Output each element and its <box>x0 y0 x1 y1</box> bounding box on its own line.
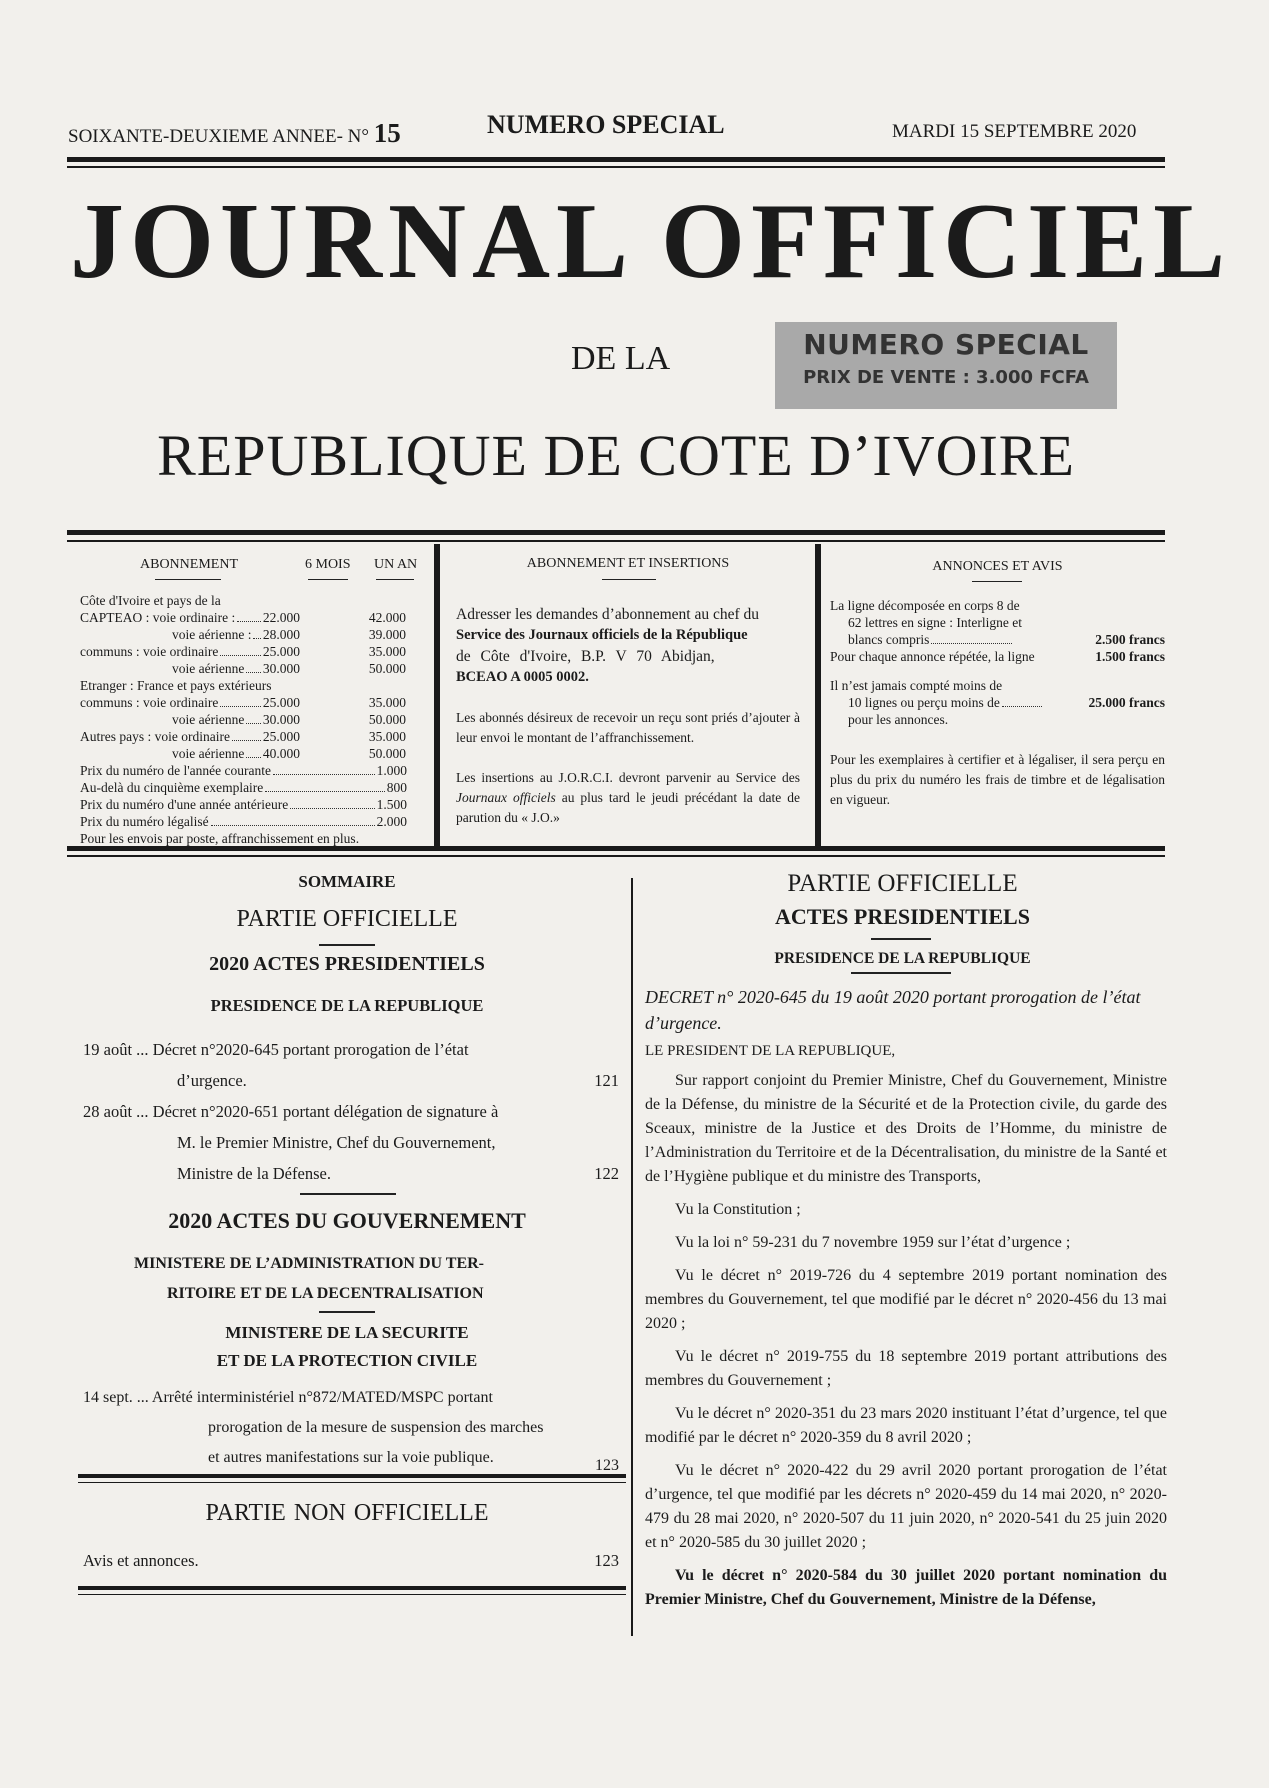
annonces-l7: pour les annonces. <box>848 712 949 727</box>
annonces-l4: Pour chaque annonce répétée, la ligne <box>830 649 1035 664</box>
abonnement-row-label: voie aérienne <box>172 661 245 676</box>
toc-entry-1-line-a: 19 août ... Décret n°2020-645 portant prorogation de l’état <box>83 1040 469 1059</box>
article-paragraph: Vu le décret n° 2019-755 du 18 septembre 2019 portant attributions des membres du Gouvernement ; <box>645 1348 1167 1389</box>
price-label: Prix du numéro légalisé <box>80 814 209 829</box>
price-value: 1.500 <box>376 797 407 812</box>
toc-entry-3-line-b: prorogation de la mesure de suspension des marches <box>208 1419 544 1436</box>
article-paragraph: Vu le décret n° 2020-422 du 29 avril 2020 portant prorogation de l’état d’urgence, tel que modifié par les décrets n° 2020-459 du 14 mai 2020, n° 2020-479 du 28 mai 2020, n° 2020-507 du 11 juin 2020, n° 2020-541 du 25 juin 2020 et n° 2020-585 du 30 juillet 2020 ; <box>645 1462 1167 1551</box>
six-month-price: 40.000 <box>262 746 300 761</box>
annonces-l3: blancs compris <box>848 632 930 647</box>
annonces-header: ANNONCES ET AVIS <box>932 559 1063 574</box>
abonnement-intro: Côte d'Ivoire et pays de la <box>80 593 221 608</box>
article-actes-presidentiels: ACTES PRESIDENTIELS <box>775 904 1030 929</box>
price-label: Prix du numéro de l'année courante <box>80 763 271 778</box>
boxes-rule-thick <box>67 846 1165 851</box>
column-divider <box>631 878 633 1636</box>
min-secu-line-b: ET DE LA PROTECTION CIVILE <box>216 1351 478 1370</box>
article-paragraph: Vu le décret n° 2020-351 du 23 mars 2020 instituant l’état d’urgence, tel que modifié par le décret n° 2020-359 du 8 avril 2020 ; <box>645 1405 1167 1446</box>
non-officielle-rule-top-thin <box>78 1482 626 1483</box>
masthead-republic: REPUBLIQUE DE COTE D’IVOIRE <box>157 423 1075 488</box>
price-list <box>80 762 425 830</box>
sommaire-presidence: PRESIDENCE DE LA REPUBLIQUE <box>210 996 484 1015</box>
insertions-p1-c: de Côte d'Ivoire, B.P. V 70 Abidjan, <box>456 648 715 665</box>
abonnement-rows-foreign <box>80 694 425 762</box>
sommaire-bottom-rule-thick <box>78 1586 626 1590</box>
min-admin-line-b: RITOIRE ET DE LA DECENTRALISATION <box>167 1285 484 1302</box>
abonnement-row <box>80 745 425 762</box>
article-paragraph: Vu le décret n° 2019-726 du 4 septembre 2019 portant nomination des membres du Gouvernement, tel que modifié par le décret n° 2020-456 du 13 mai 2020 ; <box>645 1267 1167 1332</box>
insertions-box <box>456 556 800 828</box>
abonnement-row <box>80 728 425 745</box>
min-secu-line-a: MINISTERE DE LA SECURITE <box>225 1323 469 1342</box>
six-month-price: 30.000 <box>262 712 300 727</box>
article-paragraph: Sur rapport conjoint du Premier Ministre, Chef du Gouvernement, Ministre de la Défense, du ministre de la Sécurité et de la Protection civile, du garde des Sceaux, ministre de la Justice et des Droits de l’Homme, du ministre de l’Administration du Territoire et de la Décentralisation, du ministre de la Santé et de l’Hygiène publique et du ministre des Transports, <box>645 1072 1167 1185</box>
insertions-p1-d: BCEAO A 0005 0002. <box>456 669 589 685</box>
sommaire-min-admin <box>67 1249 627 1309</box>
toc-entry-1-line-b: d’urgence. <box>177 1071 247 1090</box>
price-value: 800 <box>386 780 407 795</box>
six-month-price: 25.000 <box>262 729 300 744</box>
annonces-v6: 25.000 francs <box>1088 695 1165 710</box>
sommaire-title: SOMMAIRE <box>298 872 396 891</box>
abonnement-row-label: voie aérienne <box>172 746 245 761</box>
toc-entry-4-page: 123 <box>594 1551 619 1570</box>
masthead-rule-thick <box>67 530 1165 535</box>
six-month-price: 25.000 <box>262 644 300 659</box>
box-divider-2 <box>815 544 821 848</box>
insertions-header: ABONNEMENT ET INSERTIONS <box>526 556 730 571</box>
price-row <box>80 796 407 813</box>
toc-entry-2[interactable] <box>83 1096 619 1189</box>
etranger-label: Etranger : France et pays extérieurs <box>80 678 272 693</box>
abonnement-row <box>80 660 425 677</box>
one-year-price: 50.000 <box>368 746 406 761</box>
sommaire-actes-presidentiels: 2020 ACTES PRESIDENTIELS <box>209 953 485 975</box>
abonnement-row-label: Autres pays : voie ordinaire <box>80 729 230 744</box>
insertions-p3-italic: Journaux officiels <box>456 790 556 805</box>
le-president: LE PRESIDENT DE LA REPUBLIQUE, <box>645 1043 896 1059</box>
insertions-p1-a: Adresser les demandes d’abonnement au chef du <box>456 606 759 623</box>
annonces-l1: La ligne décomposée en corps 8 de <box>830 598 1020 613</box>
price-value: 2.000 <box>376 814 407 829</box>
abonnement-rows <box>80 609 425 677</box>
price-row <box>80 779 407 796</box>
toc-entry-3[interactable] <box>83 1383 619 1473</box>
sommaire-partie-non-officielle: PARTIE NON OFFICIELLE <box>205 1500 489 1526</box>
annonces-l6: 10 lignes ou perçu moins de <box>848 695 1000 710</box>
article-paragraph: Vu la loi n° 59-231 du 7 novembre 1959 sur l’état d’urgence ; <box>675 1234 1071 1251</box>
sommaire-min-secu <box>67 1319 627 1375</box>
toc-entry-1[interactable] <box>83 1034 619 1096</box>
one-year-price: 50.000 <box>368 661 406 676</box>
header-rule-thin <box>67 166 1165 168</box>
insertions-p3-a: Les insertions au J.O.R.C.I. devront parvenir au Service des <box>456 770 800 785</box>
toc-entry-2-line-a: 28 août ... Décret n°2020-651 portant délégation de signature à <box>83 1102 499 1121</box>
annonces-box <box>830 556 1165 810</box>
article-presidence: PRESIDENCE DE LA REPUBLIQUE <box>774 950 1031 967</box>
toc-entry-1-page: 121 <box>594 1071 619 1090</box>
header-rule-thick <box>67 157 1165 162</box>
one-year-price: 39.000 <box>368 627 406 642</box>
abonnement-row <box>80 643 425 660</box>
abonnement-row <box>80 609 425 626</box>
abonnement-row <box>80 626 425 643</box>
insertions-p1-b: Service des Journaux officiels de la République <box>456 627 748 643</box>
one-year-header: UN AN <box>374 557 418 572</box>
six-month-price: 30.000 <box>262 661 300 676</box>
masthead-title: JOURNAL OFFICIEL <box>70 182 1232 301</box>
annonces-l2: 62 lettres en signe : Interligne et <box>848 615 1022 630</box>
price-row <box>80 813 407 830</box>
abonnement-row <box>80 694 425 711</box>
toc-entry-4-label: Avis et annonces. <box>83 1551 199 1570</box>
toc-entry-4[interactable] <box>83 1545 619 1576</box>
article-body <box>645 1069 1167 1621</box>
one-year-price: 35.000 <box>368 729 406 744</box>
abonnement-row-label: communs : voie ordinaire <box>80 695 219 710</box>
price-label: Prix du numéro d'une année antérieure <box>80 797 289 812</box>
price-label: Au-delà du cinquième exemplaire <box>80 780 264 795</box>
price-row <box>80 762 407 779</box>
sommaire-bottom-rule-thin <box>78 1594 626 1595</box>
masthead-rule-thin <box>67 540 1165 542</box>
issue-date: MARDI 15 SEPTEMBRE 2020 <box>892 121 1137 142</box>
special-stamp <box>775 322 1117 409</box>
annonces-v4: 1.500 francs <box>1095 649 1165 664</box>
one-year-price: 35.000 <box>368 644 406 659</box>
one-year-price: 50.000 <box>368 712 406 727</box>
toc-entry-3-line-a: 14 sept. ... Arrêté interministériel n°872/MATED/MSPC portant <box>83 1389 493 1406</box>
toc-entry-2-line-c: Ministre de la Défense. <box>177 1164 331 1183</box>
box-divider-1 <box>434 544 440 848</box>
abonnement-box <box>80 556 425 847</box>
toc-entry-3-line-c: et autres manifestations sur la voie publique. <box>208 1449 494 1466</box>
boxes-rule-thin <box>67 855 1165 857</box>
article-partie-officielle: PARTIE OFFICIELLE <box>787 870 1018 897</box>
toc-entry-2-page: 122 <box>594 1164 619 1183</box>
insertions-p3-b: au plus tard le jeudi précédant la date de parution du « J.O.» <box>456 790 800 825</box>
six-months-header: 6 MOIS <box>305 557 351 572</box>
stamp-price: PRIX DE VENTE : 3.000 FCFA <box>803 367 1089 388</box>
annonces-last: Pour les exemplaires à certifier et à légaliser, il sera perçu en plus du prix du numéro les frais de timbre et de légalisation en vigueur. <box>830 752 1165 807</box>
sommaire-partie-officielle: PARTIE OFFICIELLE <box>236 906 458 932</box>
annonces-l5: Il n’est jamais compté moins de <box>830 678 1003 693</box>
toc-entry-2-line-b: M. le Premier Ministre, Chef du Gouvernement, <box>177 1133 496 1152</box>
min-admin-line-a: MINISTERE DE L’ADMINISTRATION DU TER- <box>134 1255 484 1272</box>
six-month-price: 25.000 <box>262 695 300 710</box>
decree-title: DECRET n° 2020-645 du 19 août 2020 portant prorogation de l’état d’urgence. <box>645 987 1141 1033</box>
abonnement-row-label: communs : voie ordinaire <box>80 644 219 659</box>
one-year-price: 42.000 <box>368 610 406 625</box>
six-month-price: 28.000 <box>262 627 300 642</box>
annonces-v3: 2.500 francs <box>1095 632 1166 647</box>
masthead-de-la: DE LA <box>571 340 671 377</box>
stamp-title: NUMERO SPECIAL <box>803 328 1089 361</box>
abonnement-row-label: voie aérienne <box>172 712 245 727</box>
insertions-p2: Les abonnés désireux de recevoir un reçu sont priés d’ajouter à leur envoi le montant de l’affranchissement. <box>456 710 800 745</box>
abonnement-row-label: voie aérienne : <box>172 627 252 642</box>
price-value: 1.000 <box>376 763 407 778</box>
abonnement-header: ABONNEMENT <box>140 557 238 572</box>
one-year-price: 35.000 <box>368 695 406 710</box>
abonnement-row-label: CAPTEAO : voie ordinaire : <box>80 610 236 625</box>
article-paragraph: Vu la Constitution ; <box>675 1201 801 1218</box>
toc-entry-3-page: 123 <box>595 1457 619 1474</box>
issue-number: 15 <box>373 118 401 148</box>
non-officielle-rule-top-thick <box>78 1474 626 1478</box>
abonnement-row <box>80 711 425 728</box>
insertions-p3 <box>456 768 800 828</box>
year-issue: SOIXANTE-DEUXIEME ANNEE- N° <box>68 126 369 147</box>
six-month-price: 22.000 <box>262 610 300 625</box>
abonnement-footer: Pour les envois par poste, affranchissement en plus. <box>80 831 360 846</box>
issue-line <box>68 118 401 149</box>
article-paragraph: Vu le décret n° 2020-584 du 30 juillet 2020 portant nomination du Premier Ministre, Chef du Gouvernement, Ministre de la Défense, <box>645 1567 1167 1608</box>
sommaire-actes-gouvernement: 2020 ACTES DU GOUVERNEMENT <box>168 1208 526 1233</box>
special-edition-label: NUMERO SPECIAL <box>487 110 725 139</box>
